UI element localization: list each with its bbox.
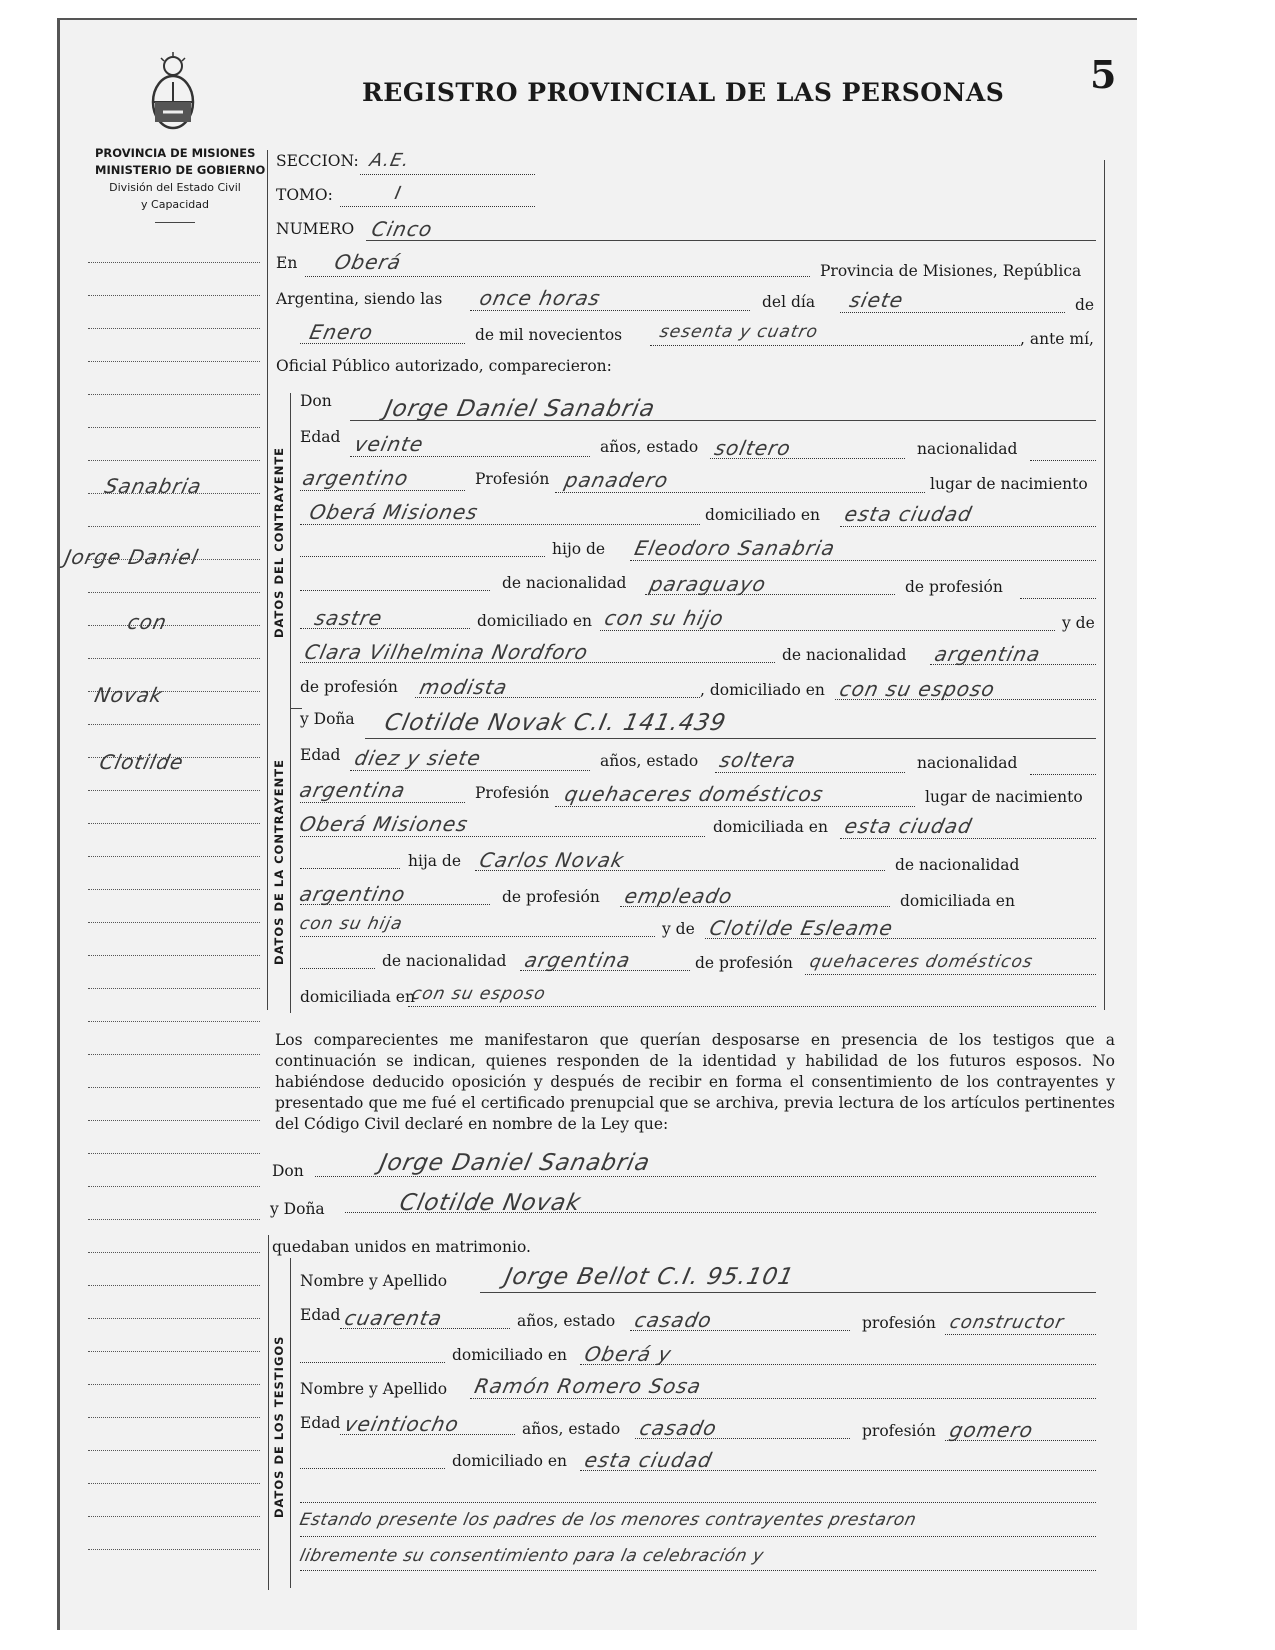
groom-domicile: esta ciudad (842, 502, 975, 526)
bride-mother-dom-line (408, 1006, 1096, 1007)
seccion-label: SECCION: (276, 152, 359, 170)
margin-rule-line (88, 262, 260, 263)
numero-label: NUMERO (276, 220, 355, 238)
groom-nationality-line (300, 490, 465, 491)
margin-rule-line (88, 1186, 260, 1187)
margin-rule-line (88, 1285, 260, 1286)
groom-father-dom-label: domiciliado en (477, 612, 593, 630)
tomo-label: TOMO: (276, 186, 333, 204)
margin-surname: Sanabria (102, 474, 205, 498)
bride-mother-nat-line (520, 970, 690, 971)
groom-section-label: DATOS DEL CONTRAYENTE (272, 446, 286, 638)
margin-rule-line (88, 1153, 260, 1154)
bride-father-domicile: con su hija (297, 914, 405, 934)
bride-father: Carlos Novak (477, 848, 627, 872)
oficial-text: Oficial Público autorizado, comparecieron: (276, 357, 612, 375)
bride-dona-label: y Doña (300, 710, 355, 728)
bride-nationality: argentina (297, 778, 409, 802)
year-text: de mil novecientos (475, 326, 623, 344)
witness-section-label: DATOS DE LOS TESTIGOS (272, 1335, 286, 1518)
margin-rule-line (88, 823, 260, 824)
groom-blank-line-2 (300, 590, 490, 591)
issuer-block (95, 145, 266, 213)
groom-father-line (630, 560, 1096, 561)
bride-profession-line (555, 806, 915, 807)
w2-name-line (470, 1398, 1096, 1399)
groom-estado-line (710, 458, 905, 459)
divider (155, 222, 195, 223)
margin-rule-line (88, 1021, 260, 1022)
witness-note-line-1: Estando presente los padres de los menores contrayentes prestaron (297, 1510, 919, 1530)
bride-domiciliada-label: domiciliada en (713, 818, 828, 836)
margin-rule-line (88, 1054, 260, 1055)
w1-name-line (480, 1292, 1096, 1293)
del-dia-label: del día (762, 293, 816, 311)
w2-edad-label: Edad (300, 1414, 341, 1432)
groom-name: Jorge Daniel Sanabria (382, 396, 658, 422)
bride-domicile-line (840, 838, 1096, 839)
w2-age-line (340, 1434, 515, 1435)
groom-mother-prof-label: de profesión (300, 678, 398, 696)
margin-rule-line (88, 856, 260, 857)
en-value: Oberá (332, 250, 404, 274)
bride-age: diez y siete (352, 746, 484, 770)
seccion-line (360, 174, 535, 175)
bride-hija-label: hija de (408, 852, 462, 870)
groom-father-nat-label: de nacionalidad (502, 574, 627, 592)
bride-father-prof-label: de profesión (502, 888, 600, 906)
groom-mother-dom-line (835, 699, 1096, 700)
witness-blank-line (300, 1502, 1096, 1503)
declaration-groom-line (315, 1176, 1096, 1177)
groom-mother-profession: modista (417, 675, 511, 699)
groom-mother-domicile: con su esposo (837, 677, 998, 701)
witness-frame-inner (290, 1258, 291, 1588)
groom-father-domicile: con su hijo (602, 606, 727, 630)
w2-domicile-line (580, 1470, 1096, 1471)
w1-prof-line (945, 1334, 1096, 1335)
declaration-groom: Jorge Daniel Sanabria (377, 1150, 653, 1176)
w1-edad-label: Edad (300, 1306, 341, 1324)
margin-rule-line (88, 1384, 260, 1385)
groom-mother-nationality: argentina (932, 642, 1044, 666)
groom-name-line (350, 420, 1096, 421)
w1-prof-label: profesión (862, 1314, 936, 1332)
witness-frame-outer (268, 1235, 269, 1590)
bride-profesion-label: Profesión (475, 784, 550, 802)
w1-anos-estado: años, estado (517, 1312, 616, 1330)
bride-section-tick (290, 708, 302, 709)
bride-father-prof-line (620, 906, 890, 907)
groom-nac-line (1030, 460, 1096, 461)
frame-right (1104, 160, 1105, 1010)
bride-domicile: esta ciudad (842, 814, 975, 838)
month-line (300, 343, 465, 344)
groom-profession-line (555, 492, 925, 493)
declaration-bride: Clotilde Novak (397, 1190, 584, 1216)
bride-anos-estado: años, estado (600, 752, 699, 770)
coat-of-arms-icon (145, 52, 201, 134)
w2-anos-estado: años, estado (522, 1420, 621, 1438)
frame-inner (290, 393, 291, 1013)
groom-domiciliado-label: domiciliado en (705, 506, 821, 524)
bride-blank-line-2 (300, 968, 375, 969)
margin-rule-line (88, 625, 260, 626)
ministry-label: MINISTERIO DE GOBIERNO (95, 163, 266, 177)
margin-rule-line (88, 1318, 260, 1319)
groom-estado: soltero (712, 436, 794, 460)
margin-rule-line (88, 1120, 260, 1121)
bride-estado: soltera (717, 748, 799, 772)
w2-name: Ramón Romero Sosa (472, 1374, 704, 1398)
margin-rule-line (88, 1450, 260, 1451)
groom-mother-line (300, 662, 775, 663)
seccion-value: A.E. (367, 150, 412, 171)
w2-label: Nombre y Apellido (300, 1380, 448, 1398)
groom-father: Eleodoro Sanabria (632, 536, 838, 560)
margin-rule-line (88, 427, 260, 428)
groom-don-label: Don (300, 392, 332, 410)
division-label-2: y Capacidad (141, 198, 209, 211)
margin-con: con (125, 610, 170, 634)
groom-nationality: argentino (300, 466, 412, 490)
groom-edad-label: Edad (300, 428, 341, 446)
margin-given-name: Jorge Daniel (62, 545, 202, 569)
witness-note-line-2: libremente su consentimiento para la celebración y (297, 1546, 766, 1566)
groom-y-de-label: y de (1062, 614, 1095, 632)
declaration-dona-label: y Doña (270, 1200, 325, 1218)
margin-rule-line (88, 592, 260, 593)
groom-nacionalidad-label: nacionalidad (917, 440, 1018, 458)
margin-rule-line (88, 724, 260, 725)
w1-age-line (340, 1328, 510, 1329)
declaration-closing: quedaban unidos en matrimonio. (272, 1238, 531, 1256)
groom-domicile-line (840, 526, 1096, 527)
groom-birthplace-line (300, 524, 700, 525)
declaration-don-label: Don (272, 1162, 304, 1180)
margin-rule-line (88, 328, 260, 329)
groom-father-prof-label: de profesión (905, 578, 1003, 596)
document-title: REGISTRO PROVINCIAL DE LAS PERSONAS (362, 78, 1005, 107)
groom-hijo-label: hijo de (552, 540, 606, 558)
w2-dom-label: domiciliado en (452, 1452, 568, 1470)
tomo-line (340, 206, 535, 207)
w1-domicile: Oberá y (582, 1342, 674, 1366)
w2-domicile: esta ciudad (582, 1448, 715, 1472)
groom-birthplace: Oberá Misiones (307, 500, 481, 524)
groom-mother-nat-line (930, 664, 1096, 665)
bride-profession: quehaceres domésticos (562, 782, 826, 806)
bride-nationality-line (300, 802, 465, 803)
w1-profession: constructor (947, 1312, 1067, 1333)
bride-father-nat-label: de nacionalidad (895, 856, 1020, 874)
groom-anos-estado: años, estado (600, 438, 699, 456)
margin-rule-line (88, 526, 260, 527)
margin-rule-line (88, 361, 260, 362)
de-label: de (1075, 296, 1095, 314)
page-number: 5 (1090, 52, 1117, 97)
bride-father-nationality-line (300, 904, 490, 905)
margin-rule-line (88, 394, 260, 395)
day-line (840, 312, 1065, 313)
bride-blank-line (300, 868, 400, 869)
groom-age: veinte (352, 432, 427, 456)
month-value: Enero (307, 320, 376, 344)
margin-rule-line (88, 889, 260, 890)
declaration-bride-line (345, 1212, 1096, 1213)
margin-rule-line (88, 1549, 260, 1550)
year-line (650, 345, 1020, 346)
w1-blank-line (300, 1362, 445, 1363)
margin-bride-name: Clotilde (97, 750, 187, 774)
groom-father-nationality: paraguayo (647, 572, 769, 596)
margin-rule-line (88, 955, 260, 956)
bride-y-de-label: y de (662, 920, 695, 938)
w2-estado: casado (637, 1416, 720, 1440)
bride-father-domicile-line (300, 936, 655, 937)
bride-mother-prof-label: de profesión (695, 954, 793, 972)
bride-father-line (475, 870, 885, 871)
bride-nac-line (1030, 774, 1096, 775)
argentina-text: Argentina, siendo las (276, 290, 443, 308)
bride-lugar-label: lugar de nacimiento (925, 788, 1083, 806)
w1-label: Nombre y Apellido (300, 1272, 448, 1290)
bride-mother-nat-label: de nacionalidad (382, 952, 507, 970)
bride-mother-prof-line (805, 974, 1096, 975)
groom-mother: Clara Vilhelmina Nordforo (302, 640, 591, 664)
groom-mother-prof-line (415, 697, 700, 698)
margin-rule-line (88, 658, 260, 659)
w1-estado-line (630, 1330, 850, 1331)
groom-profesion-label: Profesión (475, 470, 550, 488)
w1-estado: casado (632, 1308, 715, 1332)
margin-rule-line (88, 295, 260, 296)
witness-note-line-1-rule (300, 1536, 1096, 1537)
groom-father-profession-line (300, 628, 470, 629)
bride-father-nationality: argentino (297, 882, 409, 906)
bride-birthplace-line (300, 836, 705, 837)
w1-domicile-line (580, 1364, 1096, 1365)
provincia-text: Provincia de Misiones, República (820, 262, 1082, 280)
groom-mother-nat-label: de nacionalidad (782, 646, 907, 664)
w1-dom-label: domiciliado en (452, 1346, 568, 1364)
bride-mother: Clotilde Esleame (707, 916, 896, 940)
w2-prof-label: profesión (862, 1422, 936, 1440)
margin-rule-line (88, 1351, 260, 1352)
en-line (305, 276, 810, 277)
margin-bride-surname: Novak (92, 683, 166, 707)
groom-blank-line (300, 556, 545, 557)
margin-rule-line (88, 1516, 260, 1517)
w1-age: cuarenta (342, 1306, 445, 1330)
hour-line (470, 310, 750, 311)
bride-name: Clotilde Novak C.I. 141.439 (382, 710, 729, 736)
bride-nacionalidad-label: nacionalidad (917, 754, 1018, 772)
ante-mi-text: , ante mí, (1020, 330, 1094, 348)
bride-name-line (365, 738, 1096, 739)
year-value: sesenta y cuatro (657, 322, 821, 342)
margin-rule-line (88, 988, 260, 989)
bride-edad-label: Edad (300, 746, 341, 764)
groom-father-domicile-line (600, 630, 1055, 631)
groom-profession: panadero (562, 468, 671, 492)
bride-section-label: DATOS DE LA CONTRAYENTE (272, 759, 286, 965)
margin-rule-line (88, 460, 260, 461)
numero-line (366, 240, 1096, 241)
en-label: En (276, 254, 298, 272)
margin-rule-line (88, 1219, 260, 1220)
frame-left (267, 150, 268, 1010)
bride-mother-profession: quehaceres domésticos (807, 952, 1035, 972)
groom-mother-dom-label: , domiciliado en (700, 681, 825, 699)
margin-rule-line (88, 790, 260, 791)
numero-value: Cinco (369, 217, 435, 241)
bride-age-line (350, 770, 590, 771)
bride-father-profession: empleado (622, 884, 736, 908)
bride-mother-domicile: con su esposo (409, 984, 548, 1004)
hour-value: once horas (477, 286, 603, 310)
bride-mother-dom-label: domiciliada en (300, 988, 415, 1006)
declaration-paragraph: Los comparecientes me manifestaron que querían desposarse en presencia de los testigos que a continuación se indican, quienes responden de la identidad y habilidad de los futuros esposos. No habiéndose deducido oposición y después de recibir en forma el consentimiento de los contrayentes y presentado que me fué el certificado prenupcial que se archiva, previa lectura de los artículos pertinentes del Código Civil declaré en nombre de la Ley que: (275, 1031, 1115, 1133)
margin-rule-line (88, 1087, 260, 1088)
bride-estado-line (715, 772, 905, 773)
day-value: siete (847, 288, 906, 312)
w2-estado-line (635, 1438, 850, 1439)
w1-name: Jorge Bellot C.I. 95.101 (502, 1264, 797, 1290)
margin-rule-line (88, 1417, 260, 1418)
margin-rule-line (88, 922, 260, 923)
groom-age-line (350, 456, 590, 457)
province-label: PROVINCIA DE MISIONES (95, 146, 256, 160)
w2-age: veintiocho (342, 1412, 462, 1436)
w2-profession: gomero (947, 1418, 1036, 1442)
division-label: División del Estado Civil (109, 181, 241, 194)
w2-blank-line (300, 1468, 445, 1469)
groom-father-nat-line (645, 594, 895, 595)
bride-father-dom-label: domiciliada en (900, 892, 1015, 910)
margin-rule-line (88, 1483, 260, 1484)
witness-note-line-2-rule (300, 1570, 1096, 1571)
bride-mother-line (705, 938, 1096, 939)
bride-birthplace: Oberá Misiones (297, 812, 471, 836)
margin-rule-line (88, 1252, 260, 1253)
groom-father-profession: sastre (312, 606, 386, 630)
tomo-value: I (392, 183, 404, 204)
bride-mother-nationality: argentina (522, 948, 634, 972)
groom-lugar-label: lugar de nacimiento (930, 475, 1088, 493)
w2-prof-line (945, 1440, 1096, 1441)
groom-father-prof-line (1020, 598, 1096, 599)
